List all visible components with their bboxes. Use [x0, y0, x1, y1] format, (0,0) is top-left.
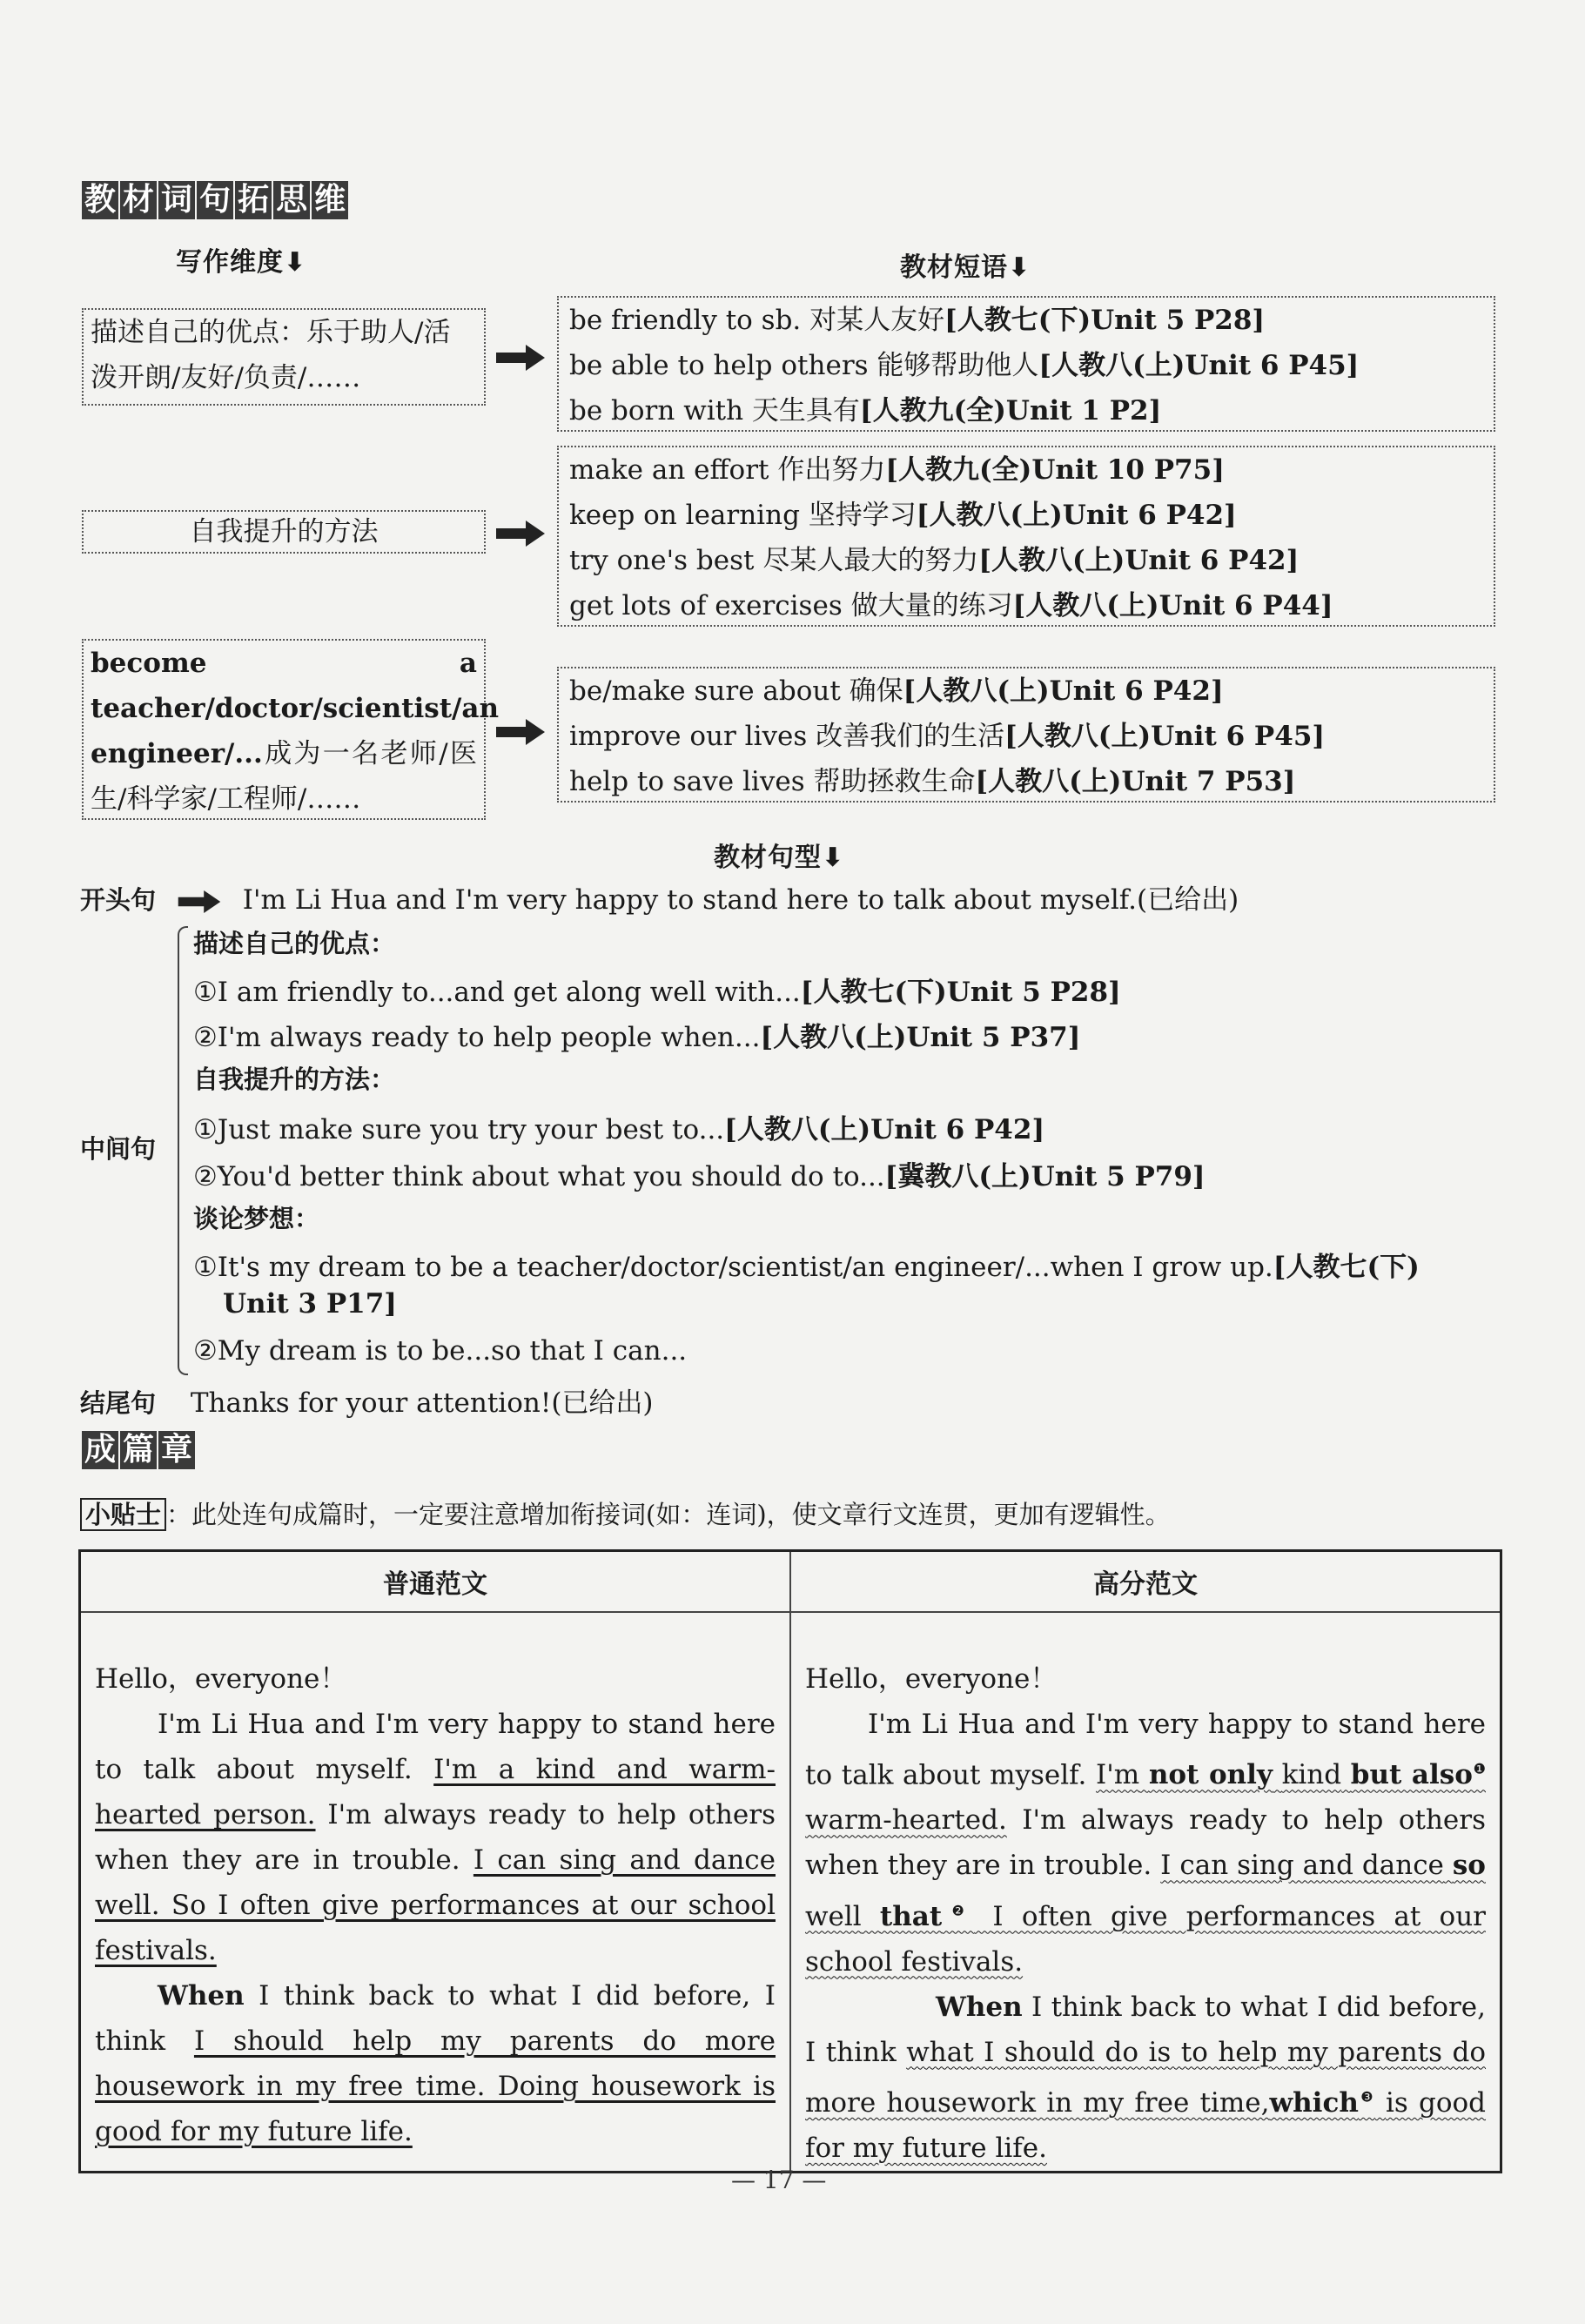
phrase-line: help to save lives 帮助拯救生命[人教八(上)Unit 7 P53] — [569, 766, 1296, 797]
phrase-box-2 — [557, 446, 1495, 627]
group2-title: 自我提升的方法： — [193, 1065, 396, 1094]
opening-sentence — [80, 877, 1239, 917]
phrase-line: keep on learning 坚持学习[人教八(上)Unit 6 P42] — [569, 500, 1237, 531]
tip-label: 小贴士 — [80, 1498, 166, 1531]
group1-sentence-1: ①I am friendly to...and get along well with...[人教七(下)Unit 5 P28] — [193, 977, 1121, 1008]
phrase-box-1 — [557, 296, 1495, 432]
col-header-high: 高分范文 — [790, 1551, 1501, 1613]
paragraph-1: I'm Li Hua and I'm very happy to stand here to talk about myself. I'm not only kind but also$^❶$ warm-hearted. I'm always ready to help others when they are in trouble. I can sing and dance so well that$^❷$ I often give performances at our school festivals. — [805, 1709, 1486, 1978]
dream-cn-text: 成为一名老师/医生/科学家/工程师/…… — [91, 738, 477, 815]
closing-sentence — [80, 1380, 654, 1420]
group1-title: 描述自己的优点： — [193, 929, 396, 958]
group3-sentence-1: ①It's my dream to be a teacher/doctor/scientist/an engineer/...when I grow up.[人教七(下) — [193, 1252, 1420, 1283]
group3-sentence-2: ②My dream is to be...so that I can... — [193, 1335, 688, 1367]
right-arrow-icon — [175, 890, 224, 913]
paragraph-2: When I think back to what I did before, I think I should help my parents do more housework in my free time. Doing housework is good for my future life. — [95, 1980, 776, 2147]
essay-normal — [80, 1612, 791, 2172]
title-char: 教 — [82, 181, 120, 219]
tip — [80, 1495, 1171, 1531]
essay-table — [78, 1549, 1502, 2173]
group3-sentence-1-ref: Unit 3 P17] — [223, 1288, 397, 1320]
section-title-essay — [82, 1431, 197, 1469]
header-writing-dimension: 写作维度⬇ — [176, 247, 307, 278]
dream-bold-text: become a teacher/doctor/scientist/an engineer/... — [91, 648, 499, 769]
paragraph-1: I'm Li Hua and I'm very happy to stand here to talk about myself. I'm a kind and warm-hearted person. I'm always ready to help others when they are in trouble. I can sing and dance well. So I often give performances at our school festivals. — [95, 1709, 776, 1966]
header-textbook-sentences: 教材句型⬇ — [714, 843, 845, 873]
closing-label: 结尾句 — [80, 1388, 157, 1418]
phrase-line: be able to help others 能够帮助他人[人教八(上)Unit 6 P45] — [569, 350, 1360, 381]
paragraph-2: When I think back to what I did before, I think what I should do is to help my parents do more housework in my free time,which$^❸$ is good for my future life. — [805, 1991, 1487, 2164]
title-char: 词 — [158, 181, 197, 219]
middle-label: 中间句 — [80, 1134, 157, 1164]
dimension-box-methods: 自我提升的方法 — [82, 510, 486, 554]
brace-middle — [178, 926, 188, 1375]
title-char: 维 — [312, 181, 350, 219]
section-title-textbook — [82, 181, 350, 219]
opening-label: 开头句 — [80, 885, 157, 915]
greeting: Hello，everyone！ — [95, 1663, 347, 1695]
phrase-line: be born with 天生具有[人教九(全)Unit 1 P2] — [569, 395, 1162, 427]
opening-text: I'm Li Hua and I'm very happy to stand here to talk about myself. — [242, 884, 1138, 916]
right-arrow-icon — [496, 719, 545, 745]
header-textbook-phrases: 教材短语⬇ — [900, 252, 1031, 283]
given-note: (已给出) — [551, 1387, 654, 1419]
title-char: 思 — [273, 181, 312, 219]
greeting: Hello，everyone！ — [805, 1663, 1058, 1695]
title-char: 章 — [158, 1431, 197, 1469]
title-char: 拓 — [235, 181, 273, 219]
title-char: 材 — [120, 181, 158, 219]
title-char: 成 — [82, 1431, 120, 1469]
phrase-line: be friendly to sb. 对某人友好[人教七(下)Unit 5 P28] — [569, 305, 1266, 336]
phrase-line: get lots of exercises 做大量的练习[人教八(上)Unit 6 P44] — [569, 590, 1333, 621]
tip-text: ：此处连句成篇时，一定要注意增加衔接词(如：连词)，使文章行文连贯，更加有逻辑性。 — [166, 1500, 1171, 1529]
group1-sentence-2: ②I'm always ready to help people when...[人教八(上)Unit 5 P37] — [193, 1022, 1081, 1053]
phrase-line: make an effort 作出努力[人教九(全)Unit 10 P75] — [569, 454, 1225, 486]
group2-sentence-2: ②You'd better think about what you should do to...[冀教八(上)Unit 5 P79] — [193, 1161, 1206, 1192]
page-number: — 17 — — [731, 2166, 827, 2194]
dimension-box-dream — [82, 639, 499, 820]
title-char: 句 — [197, 181, 235, 219]
phrase-line: try one's best 尽某人最大的努力[人教八(上)Unit 6 P42] — [569, 545, 1300, 576]
phrase-box-3 — [557, 667, 1495, 803]
title-char: 篇 — [120, 1431, 158, 1469]
col-header-normal: 普通范文 — [80, 1551, 791, 1613]
group3-title: 谈论梦想： — [193, 1204, 320, 1233]
phrase-line: be/make sure about 确保[人教八(上)Unit 6 P42] — [569, 675, 1224, 707]
right-arrow-icon — [496, 345, 545, 371]
given-note: (已给出) — [1137, 884, 1239, 916]
group2-sentence-1: ①Just make sure you try your best to...[人教八(上)Unit 6 P42] — [193, 1114, 1045, 1145]
dimension-box-strengths: 描述自己的优点：乐于助人/活泼开朗/友好/负责/…… — [82, 308, 486, 406]
right-arrow-icon — [496, 521, 545, 547]
closing-text: Thanks for your attention! — [190, 1387, 552, 1419]
phrase-line: improve our lives 改善我们的生活[人教八(上)Unit 6 P45] — [569, 721, 1326, 752]
essay-high — [790, 1612, 1501, 2172]
